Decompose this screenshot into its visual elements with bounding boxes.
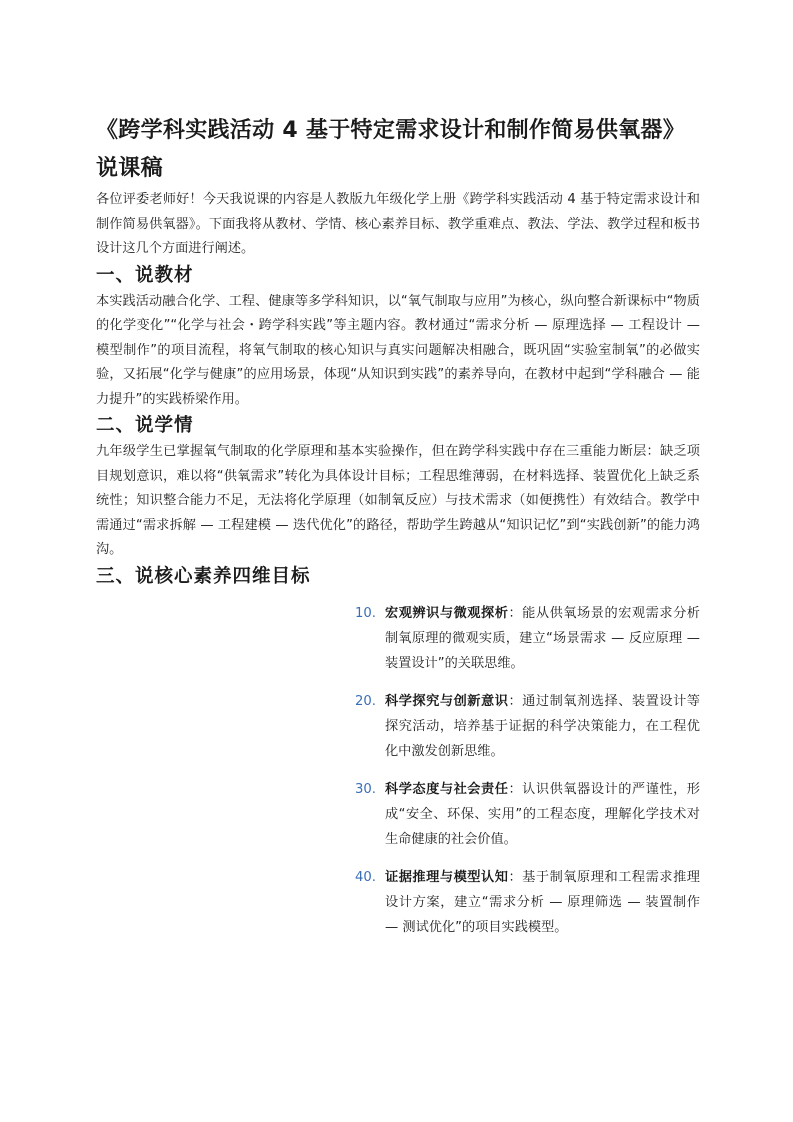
list-item — [355, 601, 700, 676]
list-item-number: 40. — [355, 869, 376, 885]
list-item-content — [385, 865, 700, 940]
list-item-number: 20. — [355, 693, 376, 709]
list-item-content — [385, 689, 700, 764]
list-item-content — [385, 601, 700, 676]
intro-paragraph: 各位评委老师好！今天我说课的内容是人教版九年级化学上册《跨学科实践活动 4 基于特定需求设计和制作简易供氧器》。下面我将从教材、学情、核心素养目标、教学重难点、教法、学法、教学过程和板书设计这几个方面进行阐述。 — [96, 192, 700, 256]
list-item — [355, 777, 700, 852]
section-heading-students: 二、说学情 — [96, 415, 194, 436]
list-item-number: 30. — [355, 781, 376, 797]
section-heading-goals: 三、说核心素养四维目标 — [96, 565, 311, 587]
list-item-text: ：基于制氧原理和工程需求推理设计方案，建立“需求分析 — 原理筛选 — 装置制作 — 测试优化”的项目实践模型。 — [385, 869, 700, 935]
list-item-label: 宏观辨识与微观探析 — [385, 605, 509, 621]
section-heading-textbook: 一、说教材 — [96, 264, 194, 286]
section-body-textbook: 本实践活动融合化学、工程、健康等多学科知识，以“氧气制取与应用”为核心，纵向整合新课标中“物质的化学变化”“化学与社会・跨学科实践”等主题内容。教材通过“需求分析 — 原理选择 — 工程设计 — 模型制作”的项目流程，将氧气制取的核心知识与真实问题解决相融合，既巩固“实验室制氧”的必做实验，又拓展“化学与健康”的应用场景，体现“从知识到实践”的素养导向，在教材中起到“学科融合 — 能力提升”的实践桥梁作用。 — [96, 293, 700, 407]
list-item-number: 10. — [355, 605, 376, 621]
document-page — [96, 112, 700, 953]
list-item-content — [385, 777, 700, 852]
list-item — [355, 865, 700, 940]
goals-list — [355, 601, 700, 940]
list-item-text: ：能从供氧场景的宏观需求分析制氧原理的微观实质，建立“场景需求 — 反应原理 — 装置设计”的关联思维。 — [385, 605, 700, 671]
list-item-label: 证据推理与模型认知 — [385, 869, 509, 885]
section-body-students: 九年级学生已掌握氧气制取的化学原理和基本实验操作，但在跨学科实践中存在三重能力断层：缺乏项目规划意识，难以将“供氧需求”转化为具体设计目标；工程思维薄弱，在材料选择、装置优化上缺乏系统性；知识整合能力不足，无法将化学原理（如制氧反应）与技术需求（如便携性）有效结合。教学中需通过“需求拆解 — 工程建模 — 迭代优化”的路径，帮助学生跨越从“知识记忆”到“实践创新”的能力鸿沟。 — [96, 444, 700, 557]
list-item-label: 科学探究与创新意识 — [385, 693, 509, 709]
list-item-label: 科学态度与社会责任 — [385, 781, 509, 797]
list-item-text: ：认识供氧器设计的严谨性，形成“安全、环保、实用”的工程态度，理解化学技术对生命健康的社会价值。 — [385, 781, 700, 847]
document-title: 《跨学科实践活动 4 基于特定需求设计和制作简易供氧器》说课稿 — [96, 118, 686, 181]
list-item — [355, 689, 700, 764]
list-item-text: ：通过制氧剂选择、装置设计等探究活动，培养基于证据的科学决策能力，在工程优化中激发创新思维。 — [385, 693, 700, 759]
